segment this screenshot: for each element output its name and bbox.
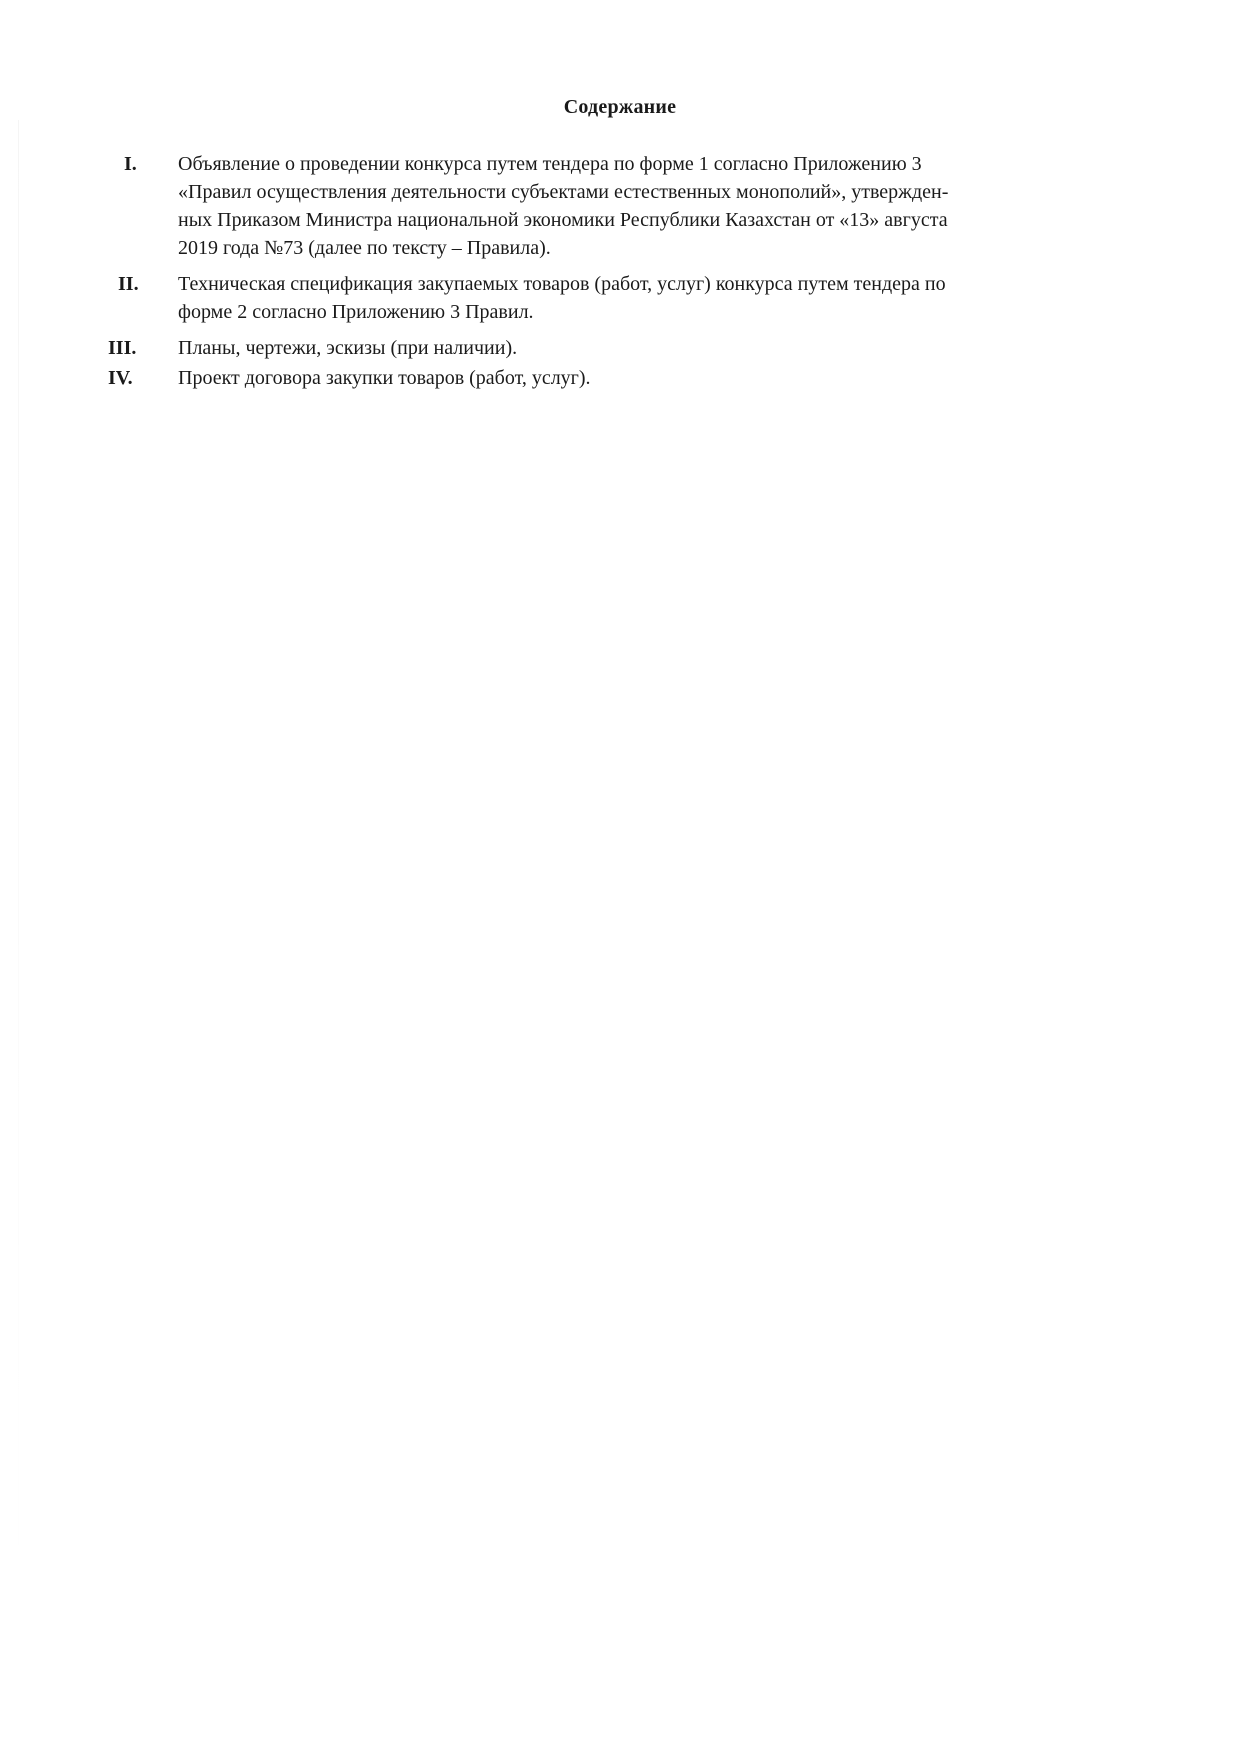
toc-item-number: II. (118, 273, 139, 295)
page-title: Содержание (563, 96, 677, 118)
scan-edge-shadow (18, 120, 19, 1620)
toc-item-number: I. (124, 153, 137, 175)
toc-item-text: Планы, чертежи, эскизы (при наличии). (178, 337, 518, 359)
toc-item-text: Объявление о проведении конкурса путем тендера по форме 1 согласно Приложению 3 «Правил осуществления деятельности субъектами естественных монополий», утвержден- ных Приказом Министра национальной экономики Республики Казахстан от «13» августа 2019 года №73 (далее по тексту – Правила). (178, 153, 949, 259)
toc-item (104, 270, 1150, 326)
toc-item (104, 364, 1150, 392)
toc-item (104, 150, 1150, 262)
toc-item-text: Техническая спецификация закупаемых товаров (работ, услуг) конкурса путем тендера по форме 2 согласно Приложению 3 Правил. (178, 273, 946, 323)
toc-item (104, 334, 1150, 362)
toc-item-text: Проект договора закупки товаров (работ, услуг). (178, 367, 591, 389)
toc-item-number: III. (108, 337, 137, 359)
toc-item-number: IV. (108, 367, 133, 389)
table-of-contents (104, 150, 1150, 394)
